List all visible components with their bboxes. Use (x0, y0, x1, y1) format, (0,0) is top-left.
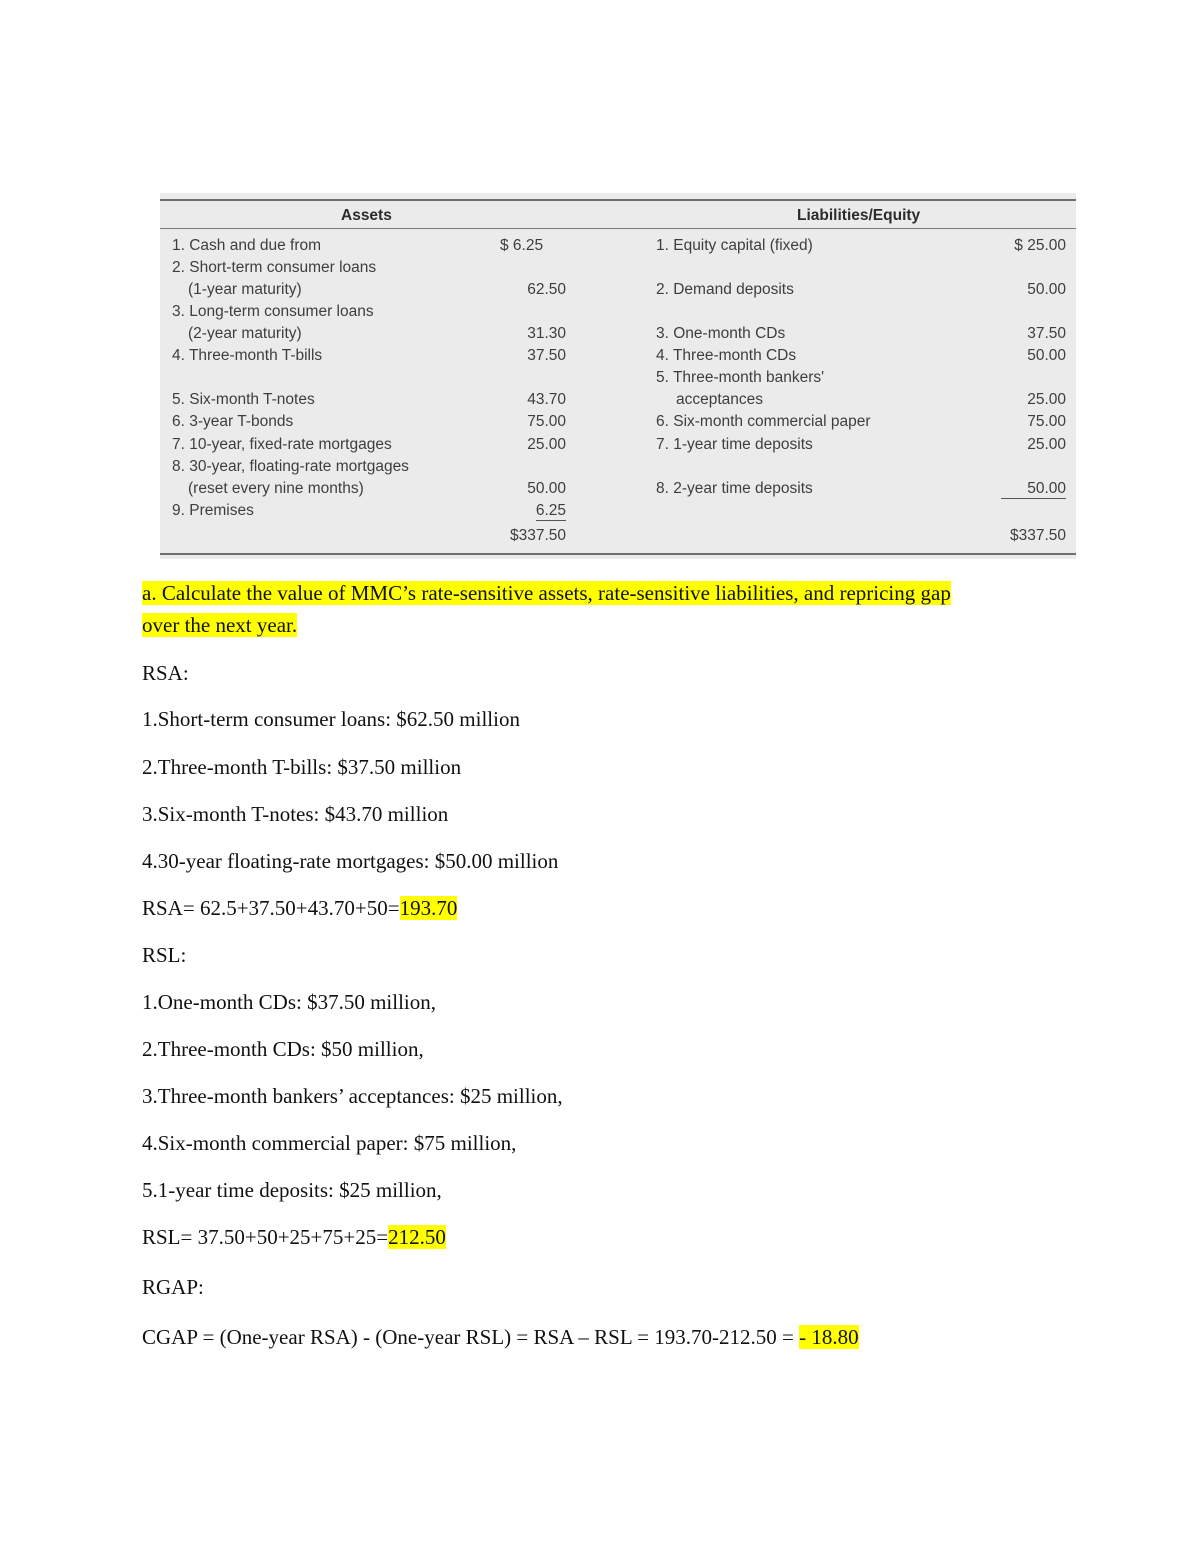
asset-5-value: 43.70 (527, 391, 566, 408)
liability-4-label: 4. Three-month CDs (656, 347, 797, 364)
liability-2-value: 50.00 (1027, 281, 1066, 298)
asset-7-value: 25.00 (527, 436, 566, 453)
asset-2-label: 2. Short-term consumer loans (172, 259, 377, 276)
rsl-item-1: 1.One-month CDs: $37.50 million, (142, 990, 436, 1014)
liability-3-label: 3. One-month CDs (656, 325, 786, 342)
assets-header: Assets (341, 207, 392, 224)
question-text: a. Calculate the value of MMC’s rate-sensitive assets, rate-sensitive liabilities, and repricing gap (142, 581, 951, 605)
liability-5-label: 5. Three-month bankers' (656, 369, 825, 386)
rsl-item-2: 2.Three-month CDs: $50 million, (142, 1037, 424, 1061)
asset-4-label: 4. Three-month T-bills (172, 347, 323, 364)
asset-8-sublabel: (reset every nine months) (188, 480, 364, 497)
table-header-rule (160, 228, 1076, 229)
table-bottom-rule (160, 553, 1076, 555)
asset-3-value: 31.30 (527, 325, 566, 342)
liability-8-value-wrap (960, 479, 1066, 499)
rsl-formula: RSL= 37.50+50+25+75+25= (142, 1225, 389, 1249)
rsa-result: 193.70 (399, 896, 458, 920)
question-line-2 (142, 610, 297, 641)
liability-2-label: 2. Demand deposits (656, 281, 794, 298)
asset-9-value-wrap (500, 501, 566, 521)
rsa-heading: RSA: (142, 661, 189, 685)
asset-6-label: 6. 3-year T-bonds (172, 413, 294, 430)
rgap-heading: RGAP: (142, 1275, 204, 1299)
asset-9-value: 6.25 (535, 502, 566, 519)
liability-8-value: 50.00 (1001, 480, 1066, 499)
rsa-item-4: 4.30-year floating-rate mortgages: $50.00 million (142, 849, 559, 873)
rsa-item-1: 1.Short-term consumer loans: $62.50 million (142, 707, 520, 731)
table-top-rule (160, 199, 1076, 201)
asset-8-label: 8. 30-year, floating-rate mortgages (172, 458, 409, 475)
liabilities-total: $337.50 (1009, 527, 1066, 544)
asset-1-value: $ 6.25 (500, 237, 544, 254)
liability-4-value: 50.00 (1027, 347, 1066, 364)
asset-7-label: 7. 10-year, fixed-rate mortgages (172, 436, 392, 453)
question-text-cont: over the next year. (142, 613, 298, 637)
question-line-1 (142, 578, 951, 609)
asset-2-value: 62.50 (527, 281, 566, 298)
asset-3-label: 3. Long-term consumer loans (172, 303, 374, 320)
liability-3-value: 37.50 (1027, 325, 1066, 342)
rsa-item-3: 3.Six-month T-notes: $43.70 million (142, 802, 449, 826)
asset-4-value: 37.50 (527, 347, 566, 364)
rsl-formula-line (142, 1222, 446, 1253)
cgap-formula-line (142, 1322, 859, 1353)
asset-6-value: 75.00 (527, 413, 566, 430)
liability-7-value: 25.00 (1027, 436, 1066, 453)
liability-8-label: 8. 2-year time deposits (656, 480, 813, 497)
asset-8-value: 50.00 (527, 480, 566, 497)
balance-sheet-table (160, 193, 1076, 559)
liability-5-sublabel: acceptances (676, 391, 764, 408)
rsl-result: 212.50 (388, 1225, 446, 1249)
liabilities-header: Liabilities/Equity (797, 207, 921, 224)
asset-9-label: 9. Premises (172, 502, 254, 519)
cgap-formula: CGAP = (One-year RSA) - (One-year RSL) = RSA – RSL = 193.70-212.50 = (142, 1325, 800, 1349)
liability-7-label: 7. 1-year time deposits (656, 436, 813, 453)
cgap-result: - 18.80 (799, 1325, 859, 1349)
liability-5-value: 25.00 (1027, 391, 1066, 408)
rsl-item-4: 4.Six-month commercial paper: $75 million, (142, 1131, 517, 1155)
rsl-heading: RSL: (142, 943, 187, 967)
asset-3-sublabel: (2-year maturity) (188, 325, 302, 342)
rsl-item-5: 5.1-year time deposits: $25 million, (142, 1178, 442, 1202)
rsl-item-3: 3.Three-month bankers’ acceptances: $25 million, (142, 1084, 563, 1108)
asset-2-sublabel: (1-year maturity) (188, 281, 302, 298)
asset-5-label: 5. Six-month T-notes (172, 391, 315, 408)
rsa-formula-line (142, 893, 457, 924)
liability-1-label: 1. Equity capital (fixed) (656, 237, 813, 254)
liability-6-label: 6. Six-month commercial paper (656, 413, 871, 430)
liability-6-value: 75.00 (1027, 413, 1066, 430)
rsa-formula: RSA= 62.5+37.50+43.70+50= (142, 896, 400, 920)
rsa-item-2: 2.Three-month T-bills: $37.50 million (142, 755, 462, 779)
asset-1-label: 1. Cash and due from (172, 237, 322, 254)
liability-1-value: $ 25.00 (1014, 237, 1066, 254)
assets-total: $337.50 (509, 527, 566, 544)
